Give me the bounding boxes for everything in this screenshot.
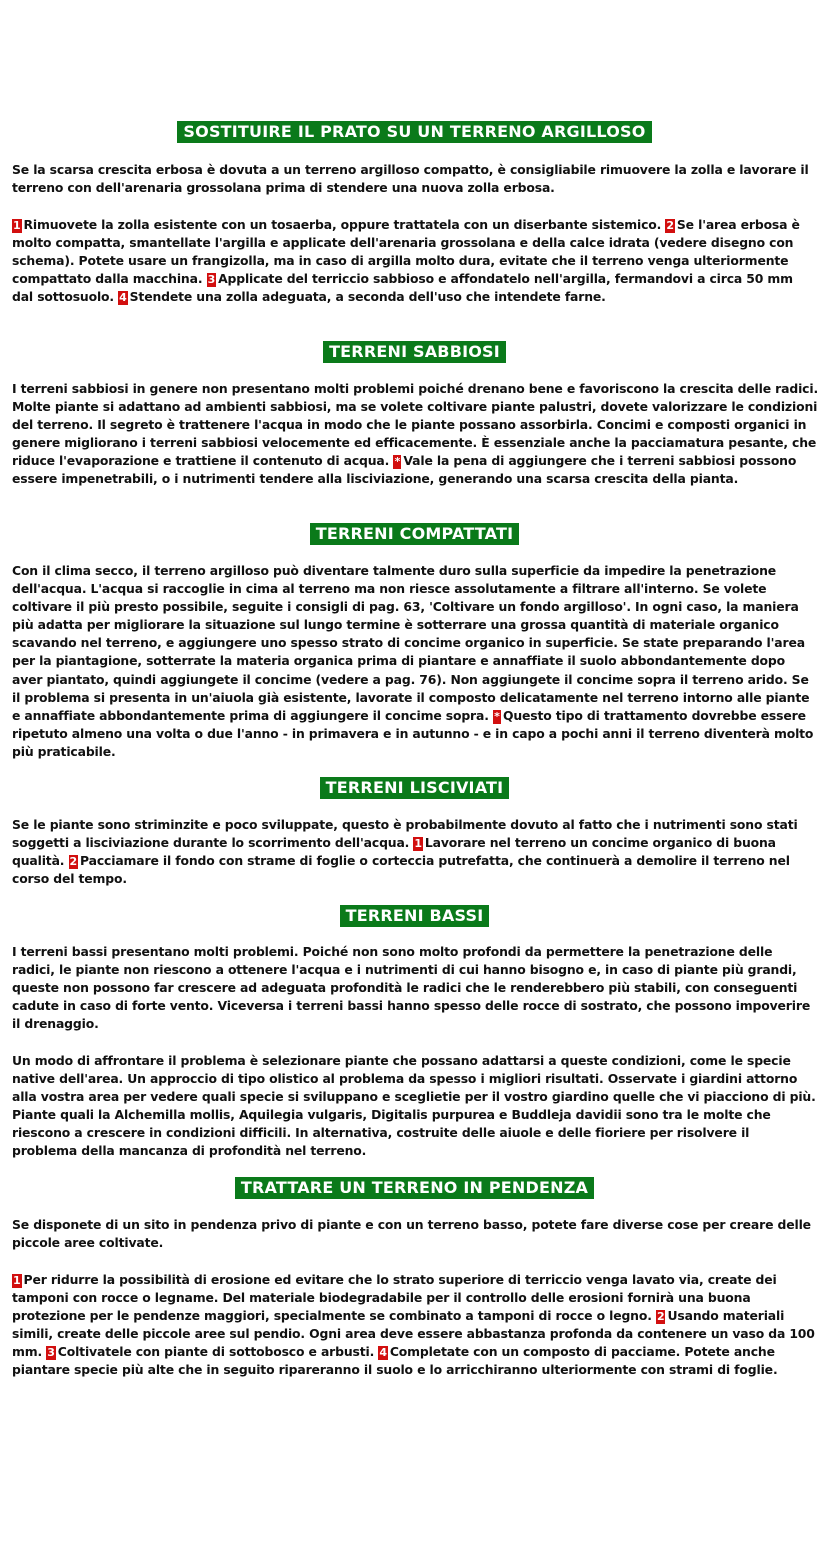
body-text: I terreni sabbiosi in genere non presentano molti problemi poiché drenano bene e favoriscono la crescita delle radici. Molte piante si adattano ad ambienti sabbiosi, ma se volete coltivare piante palustri, dovete valorizzare le condizioni del terreno. Il segreto è trattenere l'acqua in modo che le piante possano assorbirla. Concimi e composti organici in genere migliorano i terreni sabbiosi velocemente ed efficacemente. È essenziale anche la pacciamatura pesante, che riduce l'evaporazione e trattiene il contenuto di acqua.	[12, 381, 819, 469]
step-text: Pacciamare il fondo con strame di foglie o corteccia putrefatta, che continuerà a demolire il terreno nel corso del tempo.	[12, 853, 790, 887]
clay-lawn-steps	[12, 216, 818, 306]
note-text: Questo tipo di trattamento dovrebbe essere ripetuto almeno una volta o due l'anno - in primavera e in autunno - e in capo a pochi anni il terreno diventerà molto più praticabile.	[12, 707, 814, 759]
step-text: Stendete una zolla adeguata, a seconda dell'uso che intendete farne.	[129, 289, 606, 305]
step-text: Rimuovete la zolla esistente con un tosaerba, oppure trattatela con un diserbante sistemico.	[23, 217, 662, 232]
clay-lawn-intro: Se la scarsa crescita erbosa è dovuta a un terreno argilloso compatto, è consigliabile rimuovere la zolla e lavorare il terreno con dell'arenaria grossolana prima di stendere una nuova zolla erbosa.	[12, 162, 809, 196]
slope-steps	[12, 1271, 818, 1380]
note-text: Vale la pena di aggiungere che i terreni sabbiosi possono essere impenetrabili, o i nutrimenti tendere alla lisciviazione, generando una scarsa crescita della pianta.	[12, 453, 797, 487]
step-marker: 4	[379, 1346, 387, 1360]
heading-label: TRATTARE UN TERRENO IN PENDENZA	[235, 1177, 594, 1199]
section-heading-compacted	[0, 523, 829, 545]
body-text: Con il clima secco, il terreno argilloso può diventare talmente duro sulla superficie da impedire la penetrazione dell'acqua. L'acqua si raccoglie in cima al terreno ma non riesce assolutamente a filtrare all'interno. Se volete coltivare il più presto possibile, seguite i consigli di pag. 63, 'Coltivare un fondo argilloso'. In ogni caso, la maniera più adatta per migliorare la situazione sul lungo termine è sotterrare una grossa quantità di materiale organico scavando nel terreno, e aggiungere uno spesso strato di concime organico in superficie. Se state preparando l'area per la piantagione, sotterrate la materia organica prima di piantare e annaffiate il suolo abbondantemente dopo aver piantato, quindi aggiungete il concime (vedere a pag. 76). Non aggiungete il concime sopra il terreno arido. Se il problema si presenta in un'aiuola già esistente, lavorate il composto delicatamente nel terreno intorno alle piante e annaffiate abbondantemente prima di aggiungere il concime sopra.	[12, 563, 810, 723]
note-marker: *	[394, 455, 401, 469]
step-marker: 2	[666, 219, 674, 232]
step-text: Coltivatele con piante di sottobosco e arbusti.	[57, 1344, 375, 1360]
step-marker: 3	[47, 1346, 55, 1360]
heading-label: TERRENI LISCIVIATI	[320, 777, 510, 799]
shallow-body-2: Un modo di affrontare il problema è selezionare piante che possano adattarsi a queste condizioni, come le specie native dell'area. Un approccio di tipo olistico al problema da spesso i migliori risultati. Osservate i giardini attorno alla vostra area per vedere quali specie si sviluppano e sceglietie per il vostro giardino quelle che vi piacciono di più. Piante quali la Alchemilla mollis, Aquilegia vulgaris, Digitalis purpurea e Buddleja davidii sono tra le molte che riescono a crescere in condizioni difficili. In alternativa, costruite delle aiuole e delle fioriere per risolvere il problema della mancanza di profondità nel terreno.	[12, 1053, 816, 1159]
step-marker: 1	[414, 837, 422, 851]
step-text: Applicate del terriccio sabbioso e affondatelo nell'argilla, fermandovi a circa 50 mm dal sottosuolo.	[12, 271, 793, 305]
step-text: Completate con un composto di pacciame. Potete anche piantare specie più alte che in seguito ripareranno il suolo e lo arricchiranno ulteriormente con strami di foglie.	[12, 1344, 778, 1378]
step-text: Usando materiali simili, create delle piccole aree sul pendio. Ogni area deve essere abbastanza profonda da contenere un vaso da 100 mm.	[12, 1308, 815, 1360]
step-marker: 1	[13, 219, 21, 232]
leached-body	[12, 816, 818, 888]
shallow-body: I terreni bassi presentano molti problemi. Poiché non sono molto profondi da permettere la penetrazione delle radici, le piante non riescono a ottenere l'acqua e i nutrimenti di cui hanno bisogno e, in caso di piante più grandi, queste non possono far crescere ad adeguata profondità le radici che le renderebbero più stabili, con conseguenti cadute in caso di forte vento. Viceversa i terreni bassi hanno spesso delle rocce di sostrato, che possono impoverire il drenaggio.	[12, 944, 811, 1032]
step-text: Per ridurre la possibilità di erosione ed evitare che lo strato superiore di terriccio venga lavato via, create dei tamponi con rocce o legname. Del materiale biodegradabile per il controllo delle erosioni fornirà una buona protezione per le pendenze maggiori, specialmente se combinato a tamponi di rocce o legno.	[12, 1272, 777, 1324]
step-text: Se l'area erbosa è molto compatta, smantellate l'argilla e applicate dell'arenaria grossolana e della calce idrata (vedere disegno con schema). Potete usare un frangizolla, ma in caso di argilla molto dura, evitate che il terreno venga ulteriormente compattato dalla macchina.	[12, 217, 800, 287]
step-marker: 2	[656, 1310, 665, 1324]
heading-label: TERRENI COMPATTATI	[310, 523, 520, 545]
intro-text: Se le piante sono striminzite e poco sviluppate, questo è probabilmente dovuto al fatto che i nutrimenti sono stati soggetti a lisciviazione durante lo scorrimento dell'acqua.	[12, 817, 798, 851]
step-marker: 3	[207, 273, 216, 287]
compacted-body	[12, 562, 818, 761]
section-heading-slope	[0, 1177, 829, 1199]
step-marker: 4	[119, 291, 127, 305]
slope-intro: Se disponete di un sito in pendenza privo di piante e con un terreno basso, potete fare diverse cose per creare delle piccole aree coltivate.	[12, 1217, 811, 1251]
heading-label: TERRENI SABBIOSI	[323, 341, 506, 363]
heading-label: SOSTITUIRE IL PRATO SU UN TERRENO ARGILLOSO	[177, 121, 651, 143]
section-heading-shallow	[0, 905, 829, 927]
heading-label: TERRENI BASSI	[340, 905, 490, 927]
section-heading-sandy	[0, 341, 829, 363]
section-heading-clay-lawn	[0, 121, 829, 143]
note-marker: *	[494, 709, 500, 723]
sandy-body	[12, 380, 818, 489]
step-text: Lavorare nel terreno un concime organico di buona qualità.	[12, 835, 776, 869]
section-heading-leached	[0, 777, 829, 799]
step-marker: 2	[69, 855, 78, 869]
step-marker: 1	[13, 1274, 21, 1287]
